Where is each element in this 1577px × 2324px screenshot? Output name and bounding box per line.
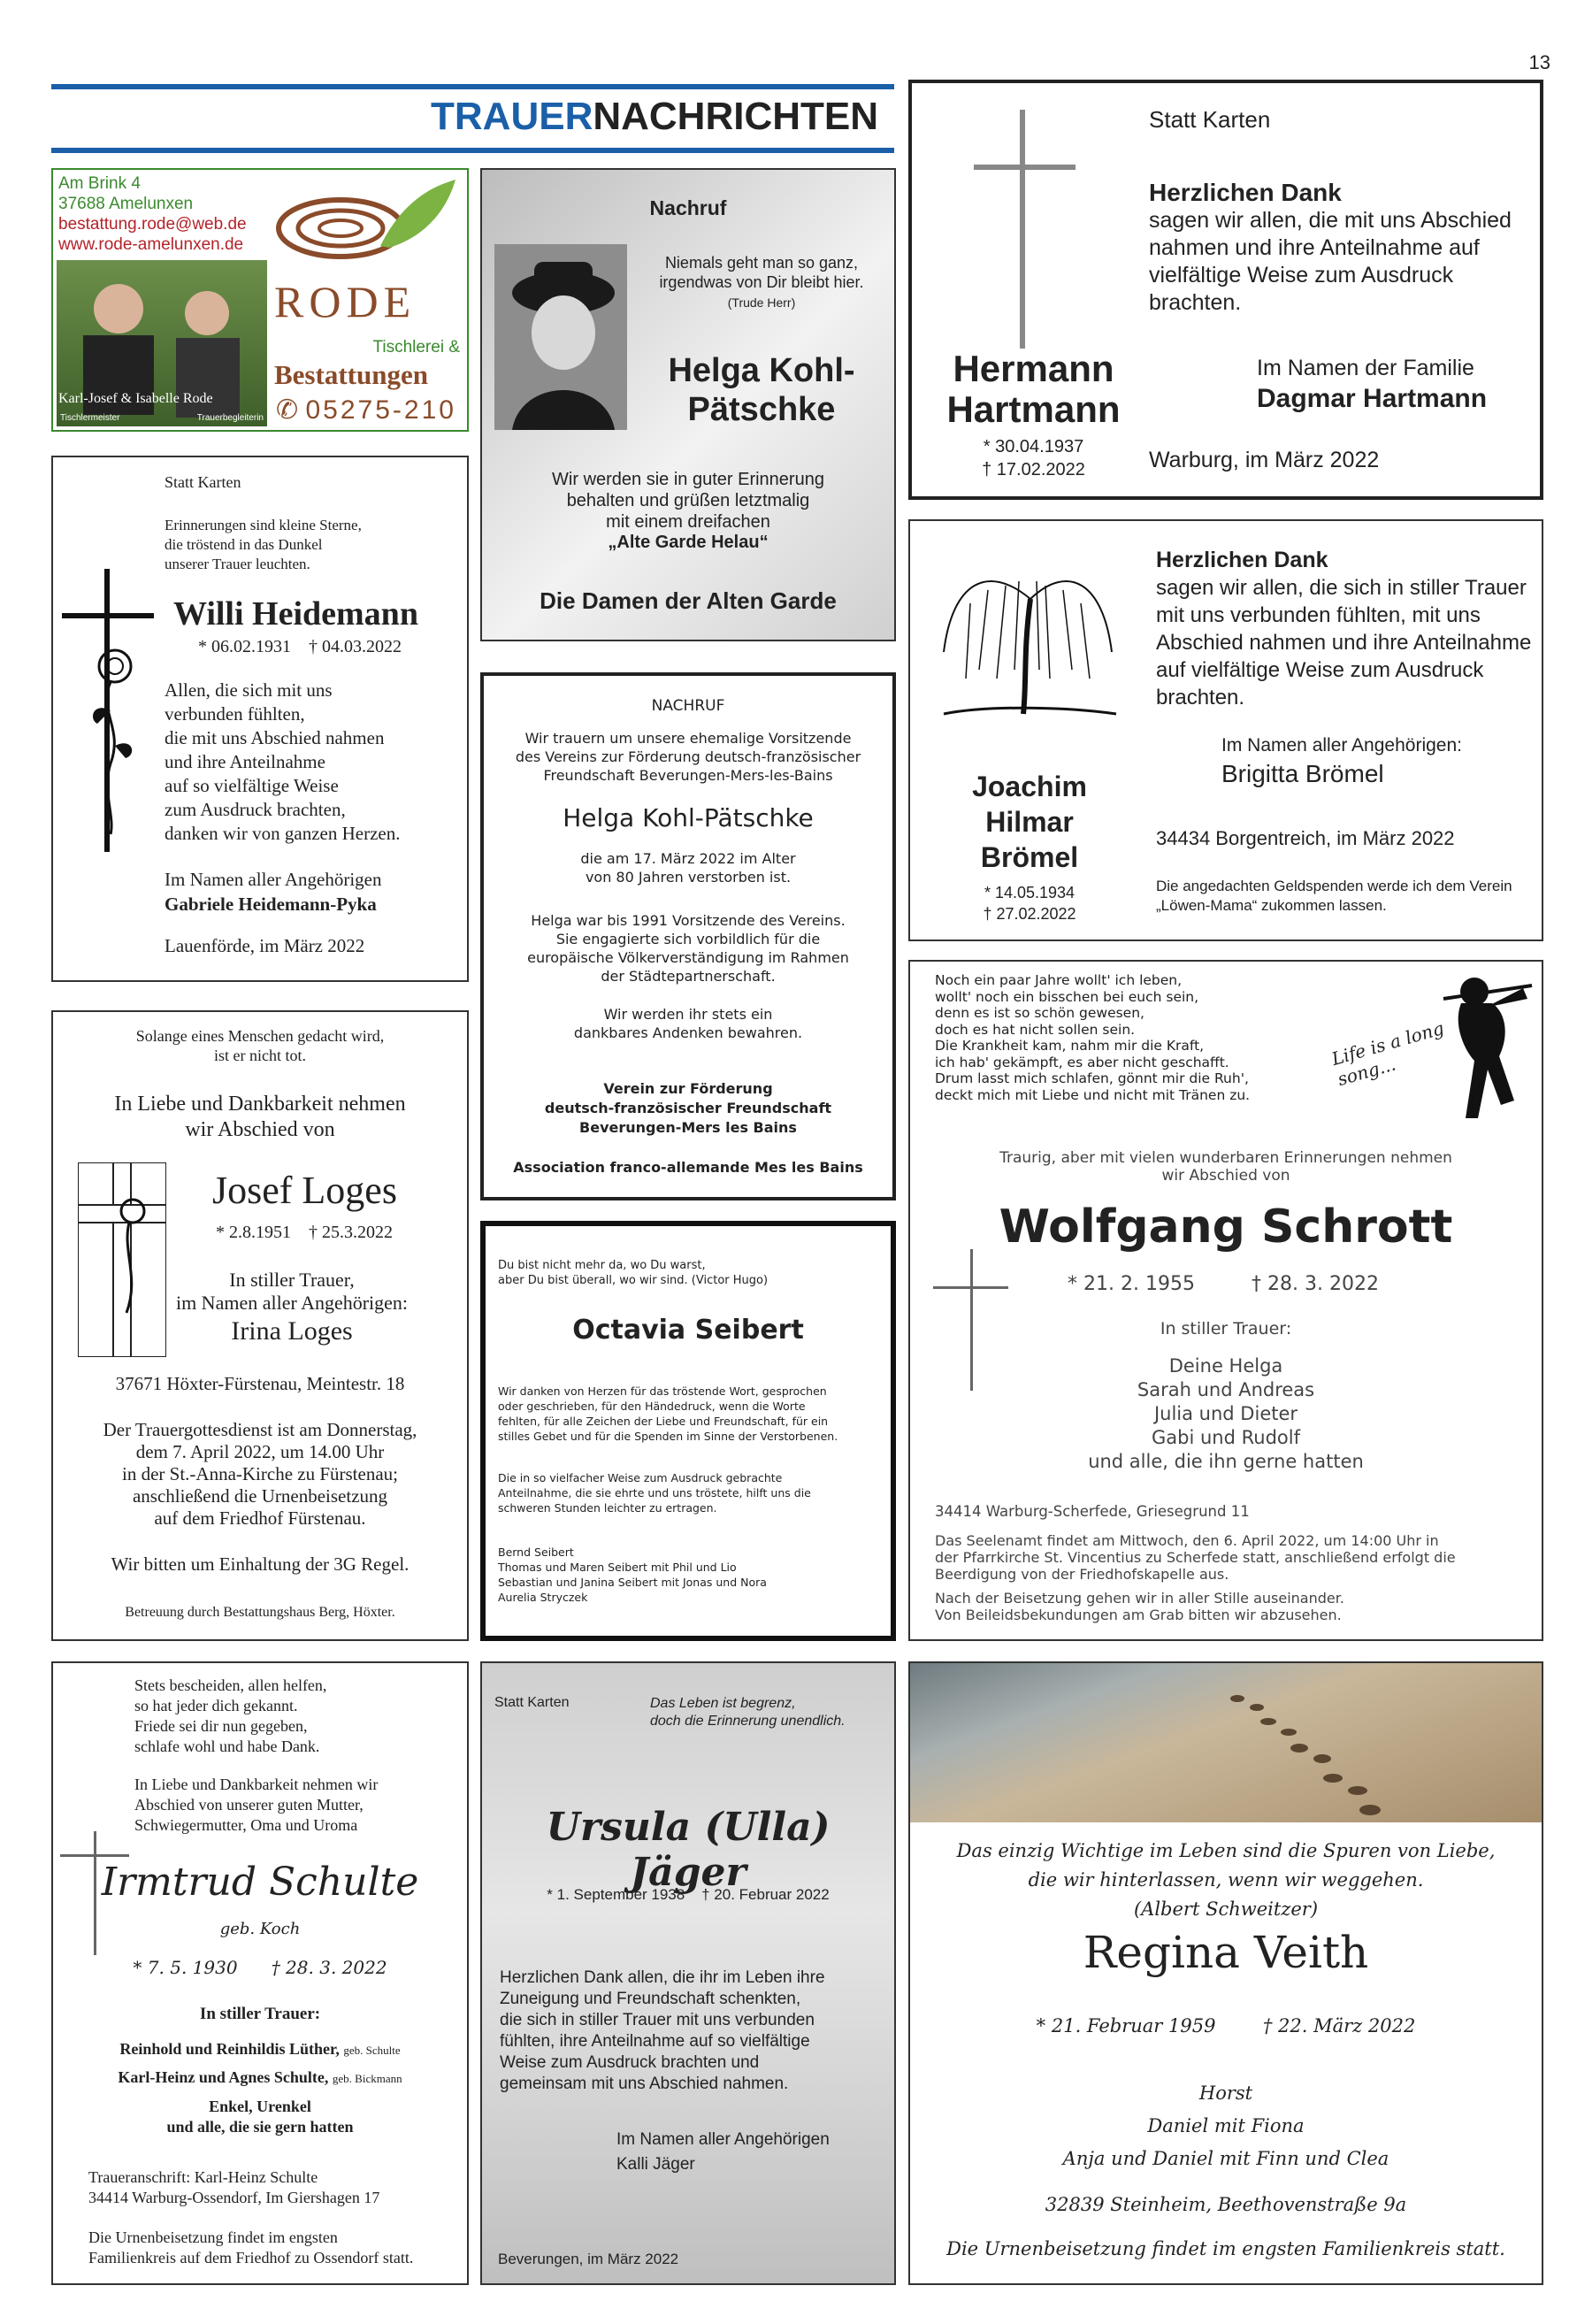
rode-ad [51,168,469,432]
broemel-heading: Herzlichen Dank [1156,548,1328,572]
rode-photo [57,260,267,426]
cross-rose-icon [62,569,159,856]
veith-service: Die Urnenbeisetzung findet im engsten Familienkreis statt. [946,2238,1505,2259]
rode-role2: Trauerbegleiterin [196,413,264,423]
kohl1-portrait [494,244,627,430]
seibert-text1: Wir danken von Herzen für das tröstende Wort, gesprochen oder geschrieben, für den Händedruck, wenn die Worte fehlten, für alle Zeichen der Liebe und Freundschaft, für ein stilles Gebet und für die Spenden im Sinne der Verstorbenen. [498,1384,838,1443]
heidemann-intro: Statt Karten [165,473,241,491]
loges-intro: In Liebe und Dankbarkeit nehmen wir Abschied von [114,1093,406,1141]
kohl2-sign2: Association franco-allemande Mes les Bains [513,1159,863,1176]
broemel-name: Joachim Hilmar Brömel [972,771,1087,873]
seibert-text2: Die in so vielfacher Weise zum Ausdruck gebrachte Anteilnahme, die sie ehrte und uns tröstete, hilft uns die schweren Stunden leichter zu ertragen. [498,1471,811,1515]
loges-dates: * 2.8.1951 † 25.3.2022 [216,1223,393,1242]
heidemann-text: Allen, die sich mit uns verbunden fühlten, die mit uns Abschied nahmen und ihre Anteilnahme auf so vielfältige Weise zum Ausdruck brachten, danken wir von ganzen Herzen. [165,679,401,844]
loges-mourn: In stiller Trauer, im Namen aller Angehörigen: [175,1269,409,1314]
kohl1-quote: Niemals geht man so ganz, irgendwas von Dir bleibt hier. [659,254,864,291]
hartmann-died: † 17.02.2022 [982,460,1085,479]
heidemann-verse: Erinnerungen sind kleine Sterne, die tröstend in das Dunkel unserer Trauer leuchten. [165,517,362,572]
seibert-name: Octavia Seibert [572,1315,804,1346]
hartmann-intro: Statt Karten [1149,106,1271,133]
schulte-fam2: Karl-Heinz und Agnes Schulte, [118,2068,329,2086]
hartmann-name: Hermann Hartmann [946,348,1121,430]
schrott-note: Nach der Beisetzung gehen wir in aller Stille auseinander. Von Beileidsbekundungen am Grab bitten wir abzusehen. [935,1590,1344,1623]
rode-brand-sub: Tischlerei & [372,338,460,357]
schrott-intro: Traurig, aber mit vielen wunderbaren Erinnerungen nehmen wir Abschied von [999,1149,1452,1185]
schrott-motto: Life is a long song... [1328,1016,1447,1091]
schulte-fam2-note: geb. Bickmann [332,2072,402,2085]
loges-name: Josef Loges [212,1169,397,1212]
rode-brand: RODE [274,277,417,326]
willow-tree-icon [935,546,1121,727]
schrott-service: Das Seelenamt findet am Mittwoch, den 6. April 2022, um 14:00 Uhr in der Pfarrkirche St. Vincentius zu Scherfede statt, anschließend erfolgt die Beerdigung von der Friedhofskapelle aus. [935,1532,1456,1583]
loges-verse: Solange eines Menschen gedacht wird, ist er nicht tot. [135,1027,385,1064]
loges-family: Irina Loges [231,1316,353,1346]
hartmann-born: * 30.04.1937 [983,437,1084,456]
schulte-ad [51,1661,469,2285]
kohl2-title: NACHRUF [651,697,725,715]
hartmann-family-intro: Im Namen der Familie [1257,356,1474,380]
schrott-born: * 21. 2. 1955 [1068,1273,1195,1295]
schulte-verse: Stets bescheiden, allen helfen, so hat jeder dich gekannt. Friede sei dir nun gegeben, schlafe wohl und habe Dank. [134,1676,327,1755]
kohl2-text2: Wir werden ihr stets ein dankbares Andenken bewahren. [573,1006,803,1041]
broemel-donation: Die angedachten Geldspenden werde ich dem Verein „Löwen-Mama“ zukommen lassen. [1156,878,1512,914]
jaeger-quote: Das Leben ist begrenz, doch die Erinnerung unendlich. [650,1696,846,1729]
hartmann-text: sagen wir allen, die mit uns Abschied nahmen und ihre Anteilnahme auf vielfältige Weise zum Ausdruck brachten. [1149,208,1512,315]
broemel-born: * 14.05.1934 [984,884,1076,901]
jaeger-family: Kalli Jäger [616,2155,695,2174]
kohl2-intro: Wir trauern um unsere ehemalige Vorsitzende des Vereins zur Förderung deutsch-französischer Freundschaft Beverungen-Mers-les-Bains [515,730,861,784]
cross-icon [974,110,1080,353]
schrott-mourn: In stiller Trauer: [1160,1319,1292,1338]
kohl1-sign: Die Damen der Alten Garde [540,587,837,614]
loges-ad [51,1010,469,1641]
heidemann-place: Lauenförde, im März 2022 [165,935,365,956]
kohl1-title: Nachruf [649,196,727,219]
phone-icon: ✆ [276,395,299,425]
schulte-address: Traueranschrift: Karl-Heinz Schulte 34414 Warburg-Ossendorf, Im Giershagen 17 [88,2168,380,2206]
jaeger-text: Herzlichen Dank allen, die ihr im Leben ihre Zuneigung und Freundschaft schenkten, die sich in stiller Trauer mit uns verbunden fühlten, ihre Anteilnahme auf so vielfältige Weise zum Ausdruck brachten und gemeinsam mit uns Abschied nahmen. [500,1968,825,2093]
rode-address2: 37688 Amelunxen [58,195,194,213]
heidemann-name: Willi Heidemann [173,595,418,633]
jaeger-intro: Statt Karten [494,1695,570,1710]
kohl2-name: Helga Kohl-Pätschke [563,803,814,832]
jaeger-name: Ursula (Ulla) Jäger [546,1805,831,1895]
veith-ad [908,1661,1543,2285]
schulte-service: Die Urnenbeisetzung findet im engsten Familienkreis auf dem Friedhof zu Ossendorf statt. [88,2228,414,2266]
schulte-fam1: Reinhold und Reinhildis Lüther, [119,2040,340,2058]
broemel-text: sagen wir allen, die sich in stiller Trauer mit uns verbunden fühlten, mit uns Abschied nahmen und ihre Anteilnahme auf vielfältige Weise zum Ausdruck brachten. [1156,576,1532,709]
rode-web: www.rode-amelunxen.de [58,235,244,254]
seibert-ad [480,1221,896,1641]
loges-rule: Wir bitten um Einhaltung der 3G Regel. [111,1553,410,1575]
jaeger-dates: * 1. September 1938 † 20. Februar 2022 [547,1886,830,1903]
schulte-dates: * 7. 5. 1930 † 28. 3. 2022 [133,1957,387,1978]
hartmann-heading: Herzlichen Dank [1149,179,1342,206]
hartmann-family: Dagmar Hartmann [1257,384,1488,413]
header-title-2: NACHRICHTEN [593,95,878,138]
kohl1-name: Helga Kohl- Pätschke [668,352,855,428]
schulte-mourn: In stiller Trauer: [199,2005,321,2023]
veith-died: † 22. März 2022 [1262,2015,1416,2036]
heidemann-family-intro: Im Namen aller Angehörigen [165,869,382,890]
rode-people: Karl-Josef & Isabelle Rode [58,391,213,406]
rode-email: bestattung.rode@web.de [58,215,247,234]
schrott-address: 34414 Warburg-Scherfede, Griesegrund 11 [935,1503,1250,1520]
veith-family: Horst Daniel mit Fiona Anja und Daniel mit Finn und Clea [1062,2082,1389,2169]
broemel-ad [908,519,1543,941]
jaeger-place: Beverungen, im März 2022 [498,2251,679,2267]
page-number: 13 [1528,51,1550,73]
broemel-family-intro: Im Namen aller Angehörigen: [1221,735,1462,755]
rode-role1: Tischlermeister [60,413,120,423]
veith-name: Regina Veith [1083,1927,1369,1978]
seibert-quote: Du bist nicht mehr da, wo Du warst, aber Du bist überall, wo wir sind. (Victor Hugo) [498,1259,769,1287]
hartmann-ad [908,80,1543,500]
veith-quote: Das einzig Wichtige im Leben sind die Spuren von Liebe, die wir hinterlassen, wenn wir weggehen. (Albert Schweitzer) [956,1840,1496,1920]
loges-undertaker: Betreuung durch Bestattungshaus Berg, Höxter. [125,1605,395,1620]
rode-phone: 05275-210 [305,395,456,425]
header [51,84,894,153]
heidemann-ad [51,456,469,982]
beach-footprints-image [910,1663,1542,1822]
jaeger-ad [480,1661,896,2285]
kohl2-age: die am 17. März 2022 im Alter von 80 Jahren verstorben ist. [580,850,796,886]
hartmann-place: Warburg, im März 2022 [1149,448,1380,472]
kohl2-sign1: Verein zur Förderung deutsch-französischer Freundschaft Beverungen-Mers les Bains [544,1080,832,1136]
loges-address: 37671 Höxter-Fürstenau, Meintestr. 18 [115,1373,405,1394]
schulte-fam1-note: geb. Schulte [343,2044,401,2057]
schrott-died: † 28. 3. 2022 [1252,1273,1379,1295]
kohl1-text: Wir werden sie in guter Erinnerung behalten und grüßen letztmalig mit einem dreifachen [552,470,824,532]
loges-service: Der Trauergottesdienst ist am Donnerstag, dem 7. April 2022, um 14.00 Uhr in der St.-Anna-Kirche zu Fürstenau; anschließend die Urnenbeisetzung auf dem Friedhof Fürstenau. [103,1419,417,1529]
schrott-ad [908,960,1543,1641]
kohl2-text1: Helga war bis 1991 Vorsitzende des Vereins. Sie engagierte sich vorbildlich für die europäische Völkerverständigung im Rahmen der Städtepartnerschaft. [527,912,849,985]
kohl-altegarde-ad [480,168,896,641]
violinist-icon [1439,972,1536,1126]
schrott-name: Wolfgang Schrott [999,1200,1453,1254]
schulte-intro: In Liebe und Dankbarkeit nehmen wir Abschied von unserer guten Mutter, Schwiegermutter, Oma und Uroma [134,1776,379,1834]
rode-brand-main: Bestattungen [274,359,428,390]
veith-address: 32839 Steinheim, Beethovenstraße 9a [1045,2194,1407,2215]
kohl1-cheer: „Alte Garde Helau“ [608,533,769,552]
jaeger-family-intro: Im Namen aller Angehörigen [616,2130,830,2149]
schrott-poem: Noch ein paar Jahre wollt' ich leben, wollt' noch ein bisschen bei euch sein, denn es ist so schön gewesen, doch es hat nicht sollen sein. Die Krankheit kam, nahm mir die Kraft, ich hab' gekämpft, es aber nicht geschafft. Drum lasst mich schlafen, gönnt mir die Ruh', deckt mich mit Liebe und nicht mit Tränen zu. [935,972,1251,1103]
heidemann-family: Gabriele Heidemann-Pyka [165,894,377,915]
heidemann-dates: * 06.02.1931 † 04.03.2022 [198,637,402,656]
schulte-birthname: geb. Koch [219,1920,301,1938]
veith-born: * 21. Februar 1959 [1036,2015,1216,2036]
rode-address1: Am Brink 4 [58,174,141,193]
schrott-family: Deine Helga Sarah und Andreas Julia und Dieter Gabi und Rudolf und alle, die ihn gerne hatten [1088,1355,1364,1472]
seibert-family: Bernd Seibert Thomas und Maren Seibert mit Phil und Lio Sebastian und Janina Seibert mit Jonas und Nora Aurelia Stryczek [498,1545,767,1604]
header-title-1: TRAUER [431,95,593,138]
broemel-died: † 27.02.2022 [983,905,1076,923]
broemel-family: Brigitta Brömel [1221,760,1384,787]
kohl1-quote-author: (Trude Herr) [727,295,796,310]
schulte-fam3: Enkel, Urenkel und alle, die sie gern hatten [166,2098,354,2136]
kohl-verein-ad [480,672,896,1200]
schulte-name: Irmtrud Schulte [101,1860,419,1905]
broemel-place: 34434 Borgentreich, im März 2022 [1156,827,1455,849]
